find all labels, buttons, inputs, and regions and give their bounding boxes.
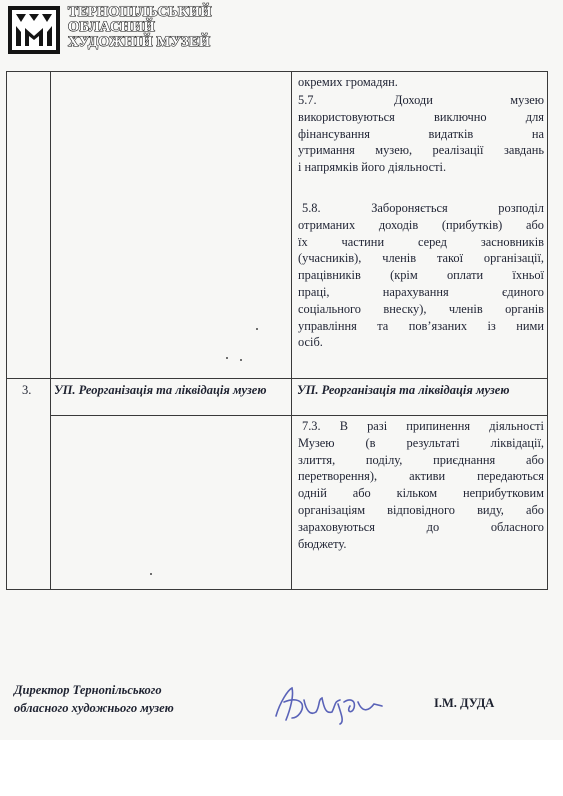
signatory-name: І.М. ДУДА — [434, 696, 495, 710]
paragraph-5-8 — [298, 200, 544, 351]
text-line: 5.7. Доходи музею — [298, 93, 544, 107]
text-line: осіб. — [298, 335, 323, 350]
header-line: ХУДОЖНІЙ МУЗЕЙ — [68, 34, 211, 50]
text-line: перетворення), активи передаються — [298, 469, 544, 484]
text-line: управління та пов’язаних із ними — [298, 318, 544, 333]
row-divider — [50, 415, 548, 416]
text-line: 7.3. В разі припинення діяльності — [302, 419, 544, 433]
table-border-right — [547, 71, 548, 590]
section-title-left: УП. Реорганізація та ліквідація музею — [54, 383, 267, 397]
text-line: і напрямків його діяльності. — [298, 160, 447, 175]
table-border-top — [6, 71, 548, 72]
row-number: 3. — [22, 383, 32, 397]
text-line: одній або кільком неприбутковим — [298, 486, 544, 501]
paragraph-7-3 — [298, 418, 544, 552]
museum-logo-icon — [8, 6, 60, 54]
text-line: Музею (в результаті ліквідації, — [298, 435, 544, 450]
paragraph-continuation — [298, 74, 398, 91]
table-border-left — [6, 71, 7, 590]
table-border-bottom — [6, 589, 548, 590]
text-line: організаціям відповідного виду, або — [298, 502, 544, 517]
column-divider — [50, 71, 51, 590]
text-line: праці, нарахування єдиного — [298, 284, 544, 299]
text-line: отриманих доходів (прибутків) або — [298, 217, 544, 232]
scan-speck — [226, 357, 228, 359]
text-line: 5.8. Забороняється розподіл — [302, 201, 544, 215]
paragraph-5-7 — [298, 92, 544, 176]
text-line: окремих громадян. — [298, 75, 398, 89]
text-line: використовуються виключно для — [298, 109, 544, 124]
text-line: (учасників), членів такої організації, — [298, 251, 544, 266]
column-divider — [291, 71, 292, 590]
row-divider — [6, 378, 548, 379]
text-line: їх частини серед засновників — [298, 234, 544, 249]
text-line: зараховуються до обласного — [298, 519, 544, 534]
scan-speck — [150, 573, 152, 575]
text-line: утримання музею, реалізації завдань — [298, 143, 544, 158]
text-line: злиття, поділу, приєднання або — [298, 452, 544, 467]
header-line: ОБЛАСНИЙ — [68, 19, 155, 35]
signatory-position — [14, 681, 174, 717]
text-line: соціального внеску), членів органів — [298, 301, 544, 316]
museum-name-header — [68, 5, 212, 50]
text-line: працівників (крім оплати їхньої — [298, 268, 544, 283]
handwritten-signature — [270, 682, 390, 726]
text-line: фінансування видатків на — [298, 126, 544, 141]
section-title-right: УП. Реорганізація та ліквідація музею — [297, 383, 510, 397]
scan-speck — [256, 328, 258, 330]
position-line: обласного художнього музею — [14, 701, 174, 715]
position-line: Директор Тернопільського — [14, 683, 162, 697]
scan-speck — [240, 359, 242, 361]
text-line: бюджету. — [298, 536, 347, 551]
header-line: ТЕРНОПІЛЬСЬКИЙ — [68, 4, 212, 20]
